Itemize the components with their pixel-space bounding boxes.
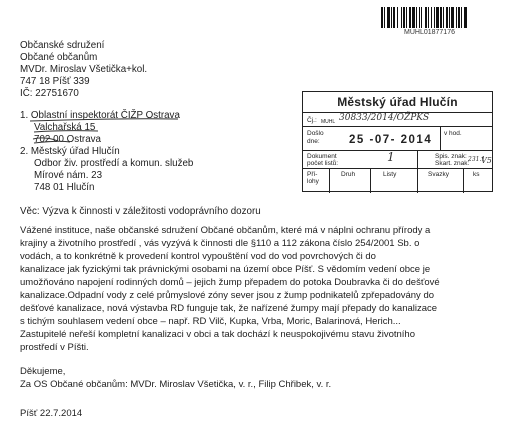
received-date: 25 -07- 2014 bbox=[349, 134, 433, 146]
subject-line: Věc: Výzva k činnosti v záležitosti vodoprávního dozoru bbox=[20, 206, 261, 217]
svazky-label: Svazky bbox=[428, 171, 449, 178]
recipient-2-street: Mírové nám. 23 bbox=[34, 170, 103, 181]
recipient-1-name: 1. Oblastní inspektorát ČIŽP Ostrava bbox=[20, 110, 180, 121]
body-line: dešťové kanalizace, nová výstavba RD funguje tak, že nařízené žumpy mají přepady do kanalizace bbox=[20, 303, 438, 314]
skart-znak-label: Skart. znak: bbox=[435, 160, 470, 167]
spis-znak-label: Spis. znak: bbox=[435, 153, 467, 160]
body-line: krajiny a životního prostředí , vás vyzývá k činnosti dle §110 a 112 zákona číslo 254/2001 Sb. o bbox=[20, 238, 420, 249]
place-date: Píšť 22.7.2014 bbox=[20, 408, 83, 419]
body-line: Vážené instituce, naše občanské sdružení Občané občanům, které má v náplni ochranu přírody a bbox=[20, 225, 431, 236]
sender-line: 747 18 Píšť 339 bbox=[20, 76, 90, 87]
body-line: Zastupitelé neřeší kompletní kanalizaci v obci a tak dochází k neuspokojivému stavu životního bbox=[20, 329, 415, 340]
dne-label: dne: bbox=[307, 138, 320, 145]
sender-line: MVDr. Miroslav Všetička+kol. bbox=[20, 64, 148, 75]
spis-code: 231.1 bbox=[468, 156, 486, 163]
vhod-label: v hod. bbox=[444, 130, 462, 137]
sender-line: Občanské sdružení bbox=[20, 40, 105, 51]
registry-stamp bbox=[302, 91, 493, 192]
cj-prefix: MUHL bbox=[321, 119, 336, 125]
body-line: vodách, a to konkrétně k provedení kontrol vypouštění vod do vod povrchových či do bbox=[20, 251, 376, 262]
doslo-label: Došlo bbox=[307, 130, 324, 137]
body-line: umožňováno napojení rodinných domů – jejich žump přepadem do potoka Doubravka či do dešťové bbox=[20, 277, 440, 288]
recipient-2-dept: Odbor živ. prostředí a komun. služeb bbox=[34, 158, 194, 169]
sender-line: Občané občanům bbox=[20, 52, 98, 63]
druh-label: Druh bbox=[341, 171, 356, 178]
recipient-1-street: Valchařská 15 bbox=[34, 122, 96, 133]
recipient-2-name: 2. Městský úřad Hlučín bbox=[20, 146, 120, 157]
listy-label: Listy bbox=[383, 171, 397, 178]
body-line: kanalizace.Odpadní vody z celé průmyslové zóny sever jsou z žump podnikatelů zpřepadovány do bbox=[20, 290, 435, 301]
body-line: kanalizace jak fyzickými tak právnickými osobami na území obce Píšť. S vědomím vedení obce je bbox=[20, 264, 431, 275]
barcode-number: MUHL01877176 bbox=[404, 29, 455, 36]
cj-label: Čj.: bbox=[307, 117, 317, 124]
cj-handwritten: 30833/2014/OŽPKS bbox=[339, 113, 430, 123]
pocet-listu-label: počet listů: bbox=[307, 160, 339, 167]
closing-signature: Za OS Občané občanům: MVDr. Miroslav Všetička, v. r., Filip Chřibek, v. r. bbox=[20, 379, 332, 390]
dokument-count: 1 bbox=[387, 150, 395, 164]
closing-thanks: Děkujeme, bbox=[20, 366, 66, 377]
recipient-2-city: 748 01 Hlučín bbox=[34, 182, 95, 193]
recipient-1-city: 702 00 Ostrava bbox=[34, 134, 101, 145]
barcode bbox=[381, 7, 493, 28]
ks-label: ks bbox=[473, 171, 480, 178]
skart-code: V5 bbox=[481, 156, 492, 165]
sender-line: IČ: 22751670 bbox=[20, 88, 79, 99]
dokument-label: Dokument bbox=[307, 153, 337, 160]
body-line: prostředí v Píšti. bbox=[20, 342, 89, 353]
stamp-title: Městský úřad Hlučín bbox=[337, 95, 458, 109]
prilohy-label: Pří-lohy bbox=[307, 171, 319, 185]
body-line: s tichým souhlasem vedení obce – např. RD Vilč, Kupka, Vrba, Moric, Balarinová, Herich... bbox=[20, 316, 401, 327]
